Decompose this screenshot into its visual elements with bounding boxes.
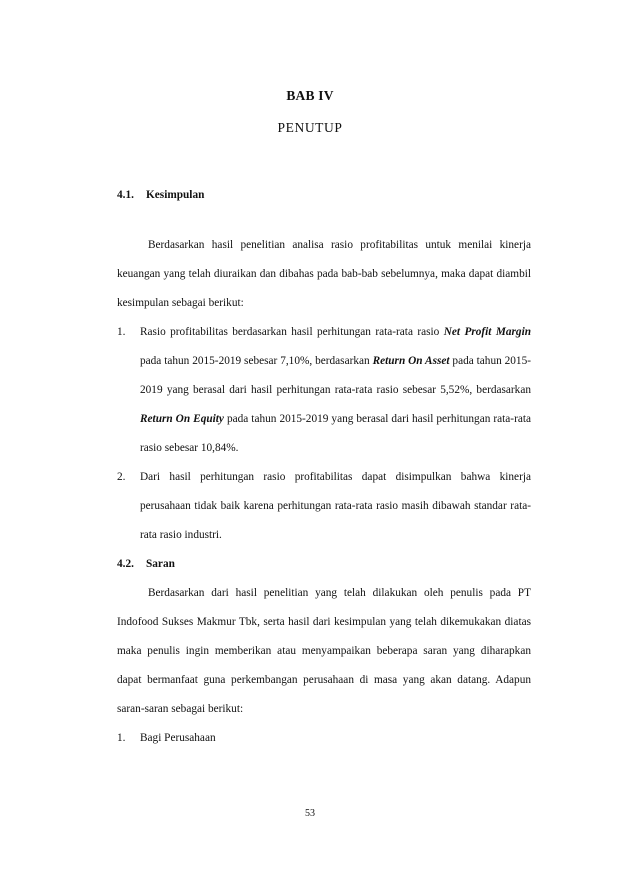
- chapter-title: BAB IV: [286, 88, 334, 103]
- list-item: [117, 724, 531, 753]
- text-run: Rasio profitabilitas berdasarkan hasil perhitungan rata-rata rasio: [140, 326, 444, 338]
- chapter-subtitle: PENUTUP: [277, 120, 343, 135]
- saran-intro-paragraph: Berdasarkan dari hasil penelitian yang telah dilakukan oleh penulis pada PT Indofood Sukses Makmur Tbk, serta hasil dari kesimpulan yang telah dikemukakan diatas maka penulis ingin memberikan atau menyampaikan beberapa saran yang diharapkan dapat bermanfaat guna perkembangan perusahaan di masa yang akan datang. Adapun saran-saran sebagai berikut:: [117, 587, 531, 715]
- page-number: 53: [305, 808, 315, 819]
- section-title: Kesimpulan: [146, 189, 205, 201]
- text-run: pada tahun 2015-2019 sebesar 7,10%, berdasarkan: [140, 355, 373, 367]
- list-marker: 1.: [117, 326, 126, 338]
- list-item: [117, 318, 531, 463]
- kesimpulan-intro-paragraph: Berdasarkan hasil penelitian analisa rasio profitabilitas untuk menilai kinerja keuangan yang telah diuraikan dan dibahas pada bab-bab sebelumnya, maka dapat diambil kesimpulan sebagai berikut:: [117, 239, 531, 309]
- section-title: Saran: [146, 558, 175, 570]
- section-heading-saran: [117, 550, 531, 579]
- list-item-text: [140, 318, 531, 463]
- section-heading-kesimpulan: [117, 181, 531, 210]
- document-body: [117, 181, 531, 753]
- list-marker: 2.: [117, 471, 126, 483]
- list-item-text: Bagi Perusahaan: [140, 732, 216, 744]
- text-run: pada tahun 2015-2019 yang berasal dari hasil perhitungan rata-rata rasio sebesar 10,84%.: [140, 413, 532, 454]
- term-return-on-equity: Return On Equity: [140, 413, 224, 425]
- term-return-on-asset: Return On Asset: [372, 355, 450, 367]
- section-number: 4.1.: [117, 189, 134, 201]
- section-number: 4.2.: [117, 558, 134, 570]
- list-marker: 1.: [117, 732, 126, 744]
- kesimpulan-list: [117, 318, 531, 550]
- list-item: [117, 463, 531, 550]
- term-net-profit-margin: Net Profit Margin: [443, 326, 531, 338]
- list-item-text: Dari hasil perhitungan rasio profitabilitas dapat disimpulkan bahwa kinerja perusahaan tidak baik karena perhitungan rata-rata rasio masih dibawah standar rata-rata rasio industri.: [140, 471, 531, 541]
- text-run: pada tahun 2015-2019 yang berasal dari hasil perhitungan rata-rata rasio sebesar 5,52%, berdasarkan: [140, 355, 531, 396]
- saran-list: [117, 724, 531, 753]
